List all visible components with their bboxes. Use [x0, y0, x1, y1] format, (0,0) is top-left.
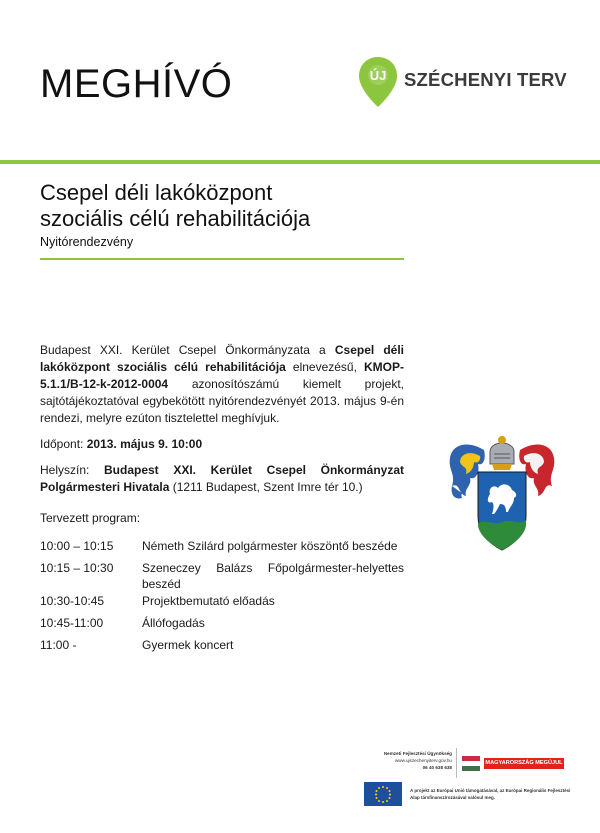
program-time: 10:45-11:00 [40, 616, 104, 630]
intro-paragraph [40, 342, 404, 427]
event-title-line-1: Csepel déli lakóközpont [40, 180, 273, 205]
header-divider [0, 160, 600, 164]
intro-part-3: azonosítószámú kiemelt projekt, sajtótájékoztatóval egybekötött nyitórendezvényét 2013. május 9-én rendezi, melyre ezúton tisztelettel meghívjuk. [40, 377, 404, 425]
event-time [40, 436, 404, 453]
svg-text:ÚJ: ÚJ [369, 68, 387, 83]
place-address: (1211 Budapest, Szent Imre tér 10.) [169, 480, 363, 494]
program-desc: Gyermek koncert [142, 638, 234, 652]
program-item [40, 615, 404, 633]
program-item [40, 560, 404, 592]
program-time: 11:00 - [40, 638, 77, 652]
footer-agency: Nemzeti Fejlesztési Ügynökség [383, 751, 452, 756]
event-place [40, 462, 404, 496]
eu-funding-text: A projekt az Európai Unió támogatásával, az Európai Regionális Fejlesztési Alap társfinanszírozásával valósul meg. [410, 788, 571, 800]
slogan-badge: MAGYARORSZÁG MEGÚJUL [484, 758, 564, 769]
map-pin-icon [358, 56, 398, 108]
program-item [40, 538, 404, 556]
program-desc: Szeneczey Balázs Főpolgármester-helyettes beszéd [142, 561, 404, 591]
program-item [40, 637, 404, 655]
program-item [40, 593, 404, 611]
place-value: Budapest XXI. Kerület Csepel Önkormányzat Polgármesteri Hivatala [40, 463, 404, 494]
hungarian-flag-icon [462, 756, 480, 771]
program-desc: Németh Szilárd polgármester köszöntő beszéde [142, 539, 398, 553]
footer-phone: 06 40 638 638 [422, 765, 452, 770]
eu-flag-icon [364, 782, 402, 806]
project-code: KMOP-5.1.1/B-12-k-2012-0004 [40, 360, 404, 391]
program-time: 10:30-10:45 [40, 594, 105, 608]
szechenyi-terv-logo [358, 56, 567, 120]
title-divider [40, 258, 404, 260]
time-value: 2013. május 9. 10:00 [86, 437, 203, 451]
place-label: Helyszín: [40, 463, 104, 477]
event-title [40, 180, 310, 232]
nfu-logo [362, 750, 452, 771]
logo-name: SZÉCHENYI TERV [404, 69, 567, 90]
footer-divider [456, 748, 457, 778]
program-label: Tervezett program: [40, 511, 141, 525]
time-label: Időpont: [40, 437, 87, 451]
program-time: 10:00 – 10:15 [40, 539, 114, 553]
footer-logos [352, 742, 584, 810]
project-name: Csepel déli lakóközpont szociális célú rehabilitációja [40, 343, 405, 374]
intro-part-1: Budapest XXI. Kerület Csepel Önkormányzata a [40, 343, 335, 357]
intro-part-2: elnevezésű, [285, 360, 364, 374]
program-desc: Projektbemutató előadás [142, 594, 275, 608]
footer-website: www.ujszechenyiterv.gov.hu [394, 758, 452, 763]
event-title-line-2: szociális célú rehabilitációja [40, 206, 311, 231]
csepel-coat-of-arms-icon [444, 432, 560, 556]
event-subtitle: Nyitórendezvény [40, 235, 134, 249]
program-time: 10:15 – 10:30 [40, 561, 114, 575]
page-title: MEGHÍVÓ [40, 62, 233, 106]
program-desc: Állófogadás [142, 616, 205, 630]
